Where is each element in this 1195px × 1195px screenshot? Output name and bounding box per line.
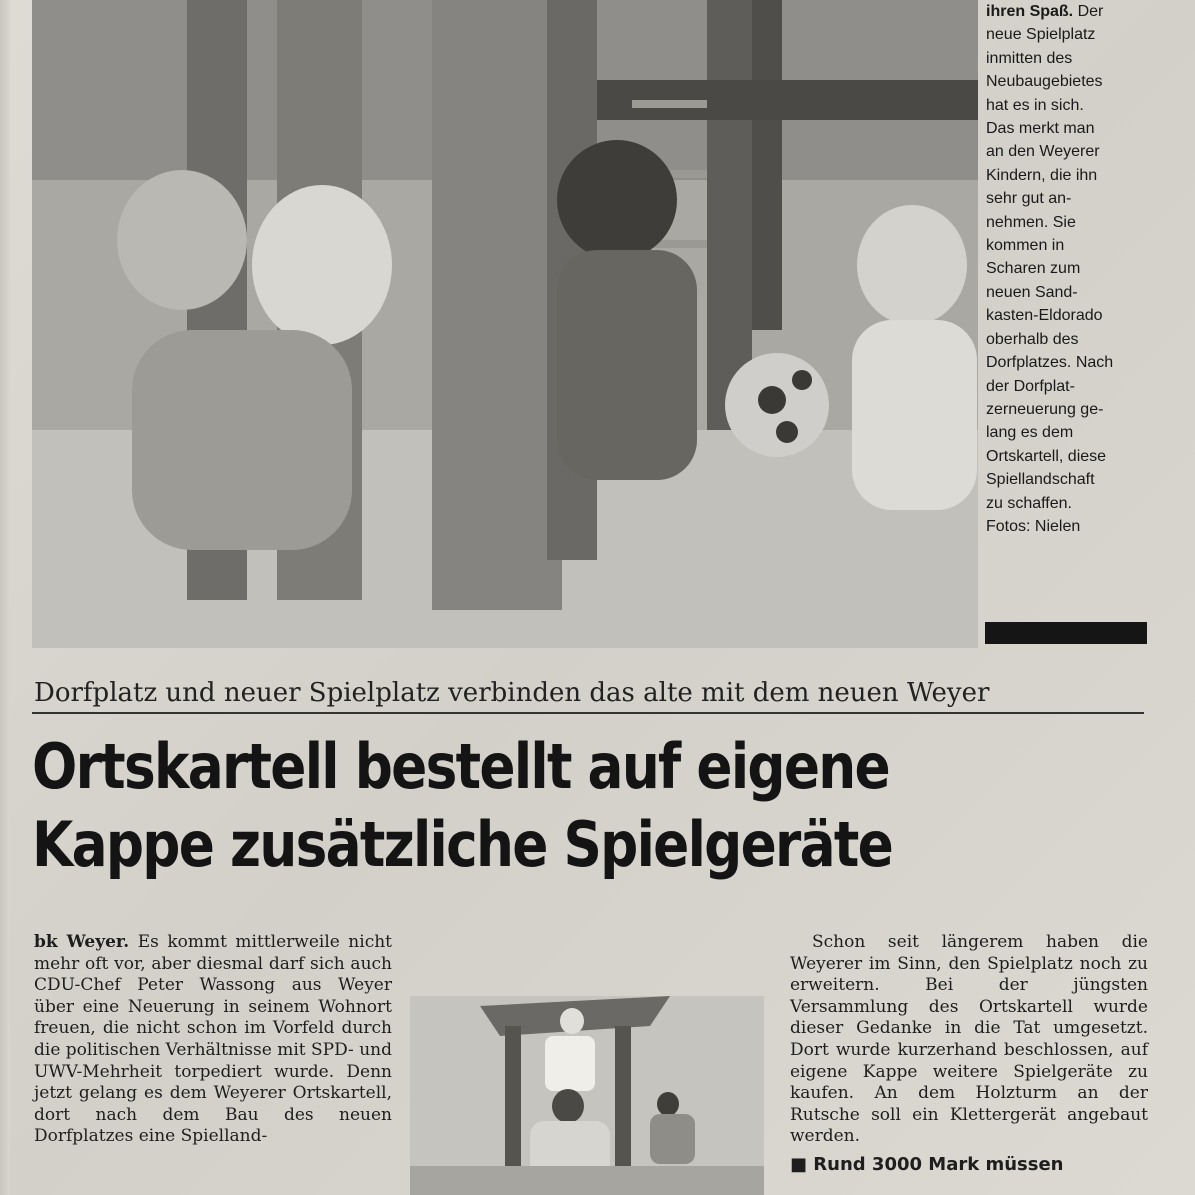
article-column-right — [790, 932, 1148, 1176]
headline — [32, 728, 1004, 884]
page-edge — [0, 0, 10, 1195]
caption-line: der Dorfplat- — [986, 377, 1075, 395]
caption-line: kommen in — [986, 237, 1065, 255]
caption-line: inmitten des — [986, 49, 1073, 67]
headline-line-1: Ortskartell bestellt auf eigene — [32, 730, 889, 803]
caption-line: zerneuerung ge- — [986, 400, 1104, 418]
caption-line: kasten-Eldorado — [986, 307, 1103, 325]
caption-lead: ihren Spaß. — [986, 3, 1074, 20]
caption-line: Das merkt man — [986, 120, 1095, 138]
caption-line: Neubaugebietes — [986, 73, 1103, 91]
caption-line: neuen Sand- — [986, 283, 1078, 301]
article-subhead: ■ Rund 3000 Mark müssen — [790, 1153, 1064, 1175]
caption-line: zu schaffen. — [986, 494, 1072, 512]
headline-line-2: Kappe zusätzliche Spielgeräte — [32, 808, 893, 881]
caption-line: nehmen. Sie — [986, 213, 1076, 231]
caption-line: hat es in sich. — [986, 96, 1084, 114]
caption-line: sehr gut an- — [986, 190, 1072, 208]
caption-line: oberhalb des — [986, 330, 1079, 348]
caption-line: Dorfplatzes. Nach — [986, 354, 1114, 372]
caption-line: Kindern, die ihn — [986, 166, 1098, 184]
photo-caption — [986, 0, 1156, 538]
caption-line: Der — [1077, 3, 1104, 20]
article-column-left — [34, 932, 392, 1148]
photo-credit: Fotos: Nielen — [986, 517, 1081, 535]
caption-line: neue Spielplatz — [986, 26, 1096, 44]
byline: bk Weyer. — [34, 932, 130, 952]
article-text-left: Es kommt mittlerweile nicht mehr oft vor, aber diesmal darf sich auch CDU-Chef Peter Wassong aus Weyer über eine Neuerung in seinem Wohnort freuen, die nicht schon im Vorfeld durch die politischen Verhältnisse mit SPD- und UWV-Mehrheit torpediert wurde. Denn jetzt gelang es dem Weyerer Ortskartell, dort nach dem Bau des neuen Dorfplatzes eine Spielland- — [34, 932, 392, 1147]
caption-line: Ortskartell, diese — [986, 447, 1107, 465]
caption-line: lang es dem — [986, 424, 1074, 442]
caption-line: Scharen zum — [986, 260, 1081, 278]
black-rule-bar — [985, 622, 1147, 644]
article-text-right: Schon seit längerem haben die Weyerer im Sinn, den Spielplatz noch zu erweitern. Bei der jüngsten Versammlung des Ortskartell wurde dieser Gedanke in die Tat umgesetzt. Dort wurde kurzerhand beschlossen, auf eigene Kappe weitere Spielgeräte zu kaufen. An dem Holzturm an der Rutsche soll ein Klettergerät angebaut werden. — [790, 932, 1148, 1147]
kicker-line: Dorfplatz und neuer Spielplatz verbinden das alte mit dem neuen Weyer — [34, 678, 990, 708]
divider-rule — [32, 712, 1144, 714]
playground-photo — [32, 0, 978, 648]
caption-line: Spiellandschaft — [986, 471, 1095, 489]
tower-photo — [410, 996, 764, 1195]
caption-line: an den Weyerer — [986, 143, 1100, 161]
